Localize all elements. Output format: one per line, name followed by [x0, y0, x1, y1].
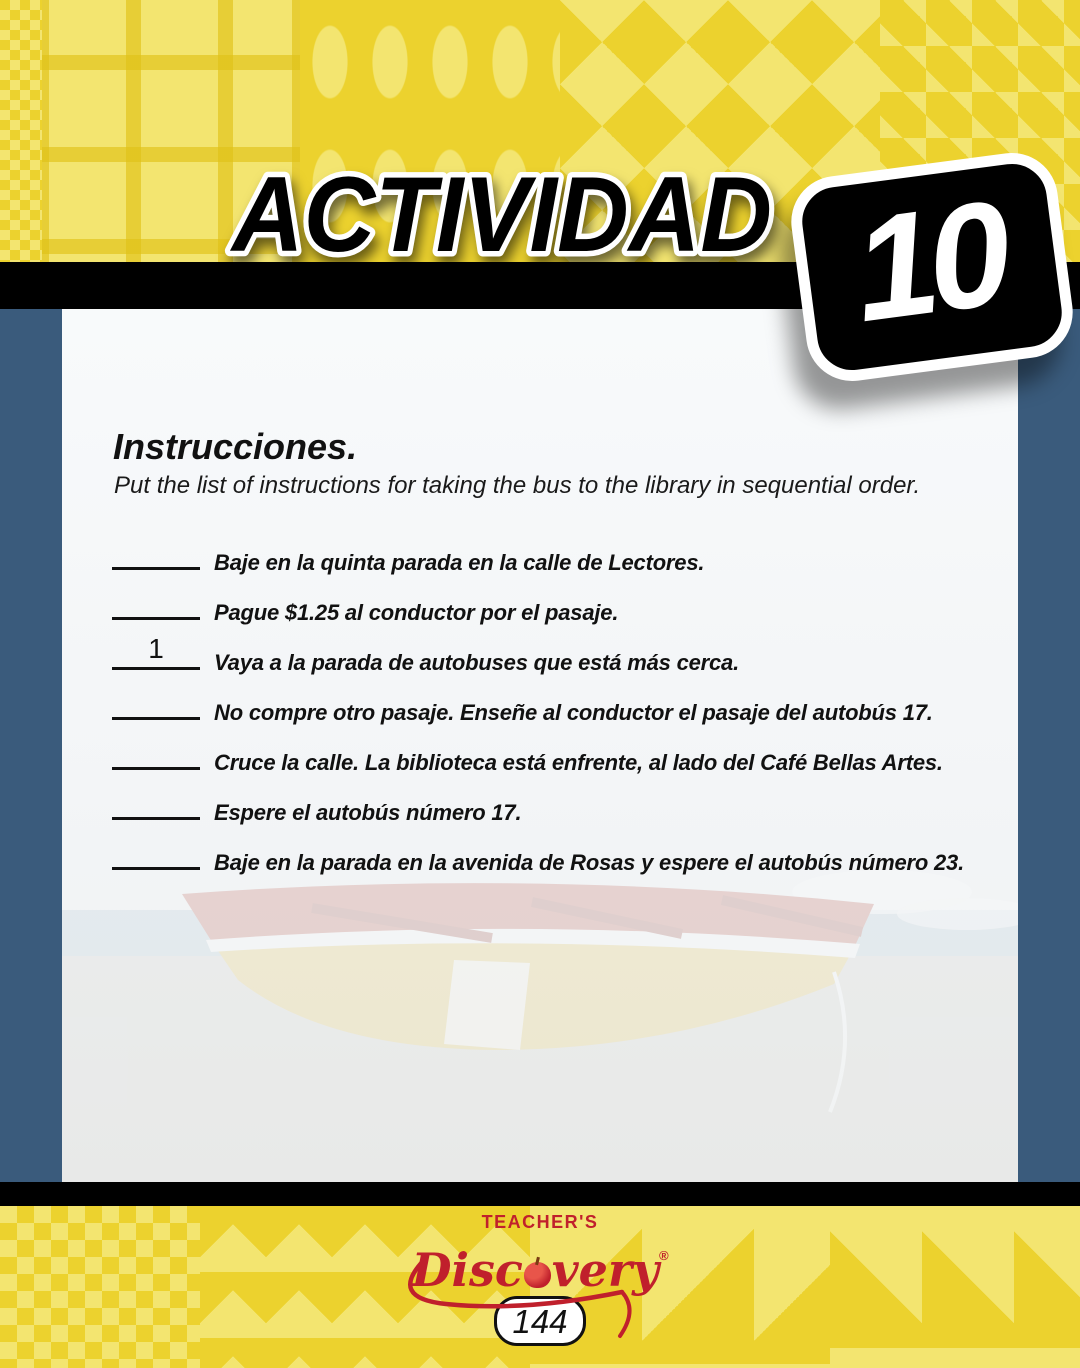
list-item [112, 533, 992, 583]
item-text: Espere el autobús número 17. [214, 800, 522, 825]
page-number: 144 [512, 1302, 568, 1340]
answer-blank [112, 683, 200, 720]
brand-script-prefix: Disc [411, 1243, 523, 1297]
list-item [112, 583, 992, 633]
list-item [112, 683, 992, 733]
answer-blank [112, 533, 200, 570]
registered-mark: ® [658, 1248, 669, 1263]
item-text: Cruce la calle. La biblioteca está enfrente, al lado del Café Bellas Artes. [214, 750, 943, 775]
list-item [112, 833, 992, 883]
brand-footer [0, 1212, 1080, 1346]
brand-script-suffix: very [551, 1243, 659, 1297]
answer-blank [112, 583, 200, 620]
item-text: Baje en la parada en la avenida de Rosas y espere el autobús número 23. [214, 850, 964, 875]
brand-name: TEACHER'S [481, 1212, 599, 1232]
activity-title-text: ACTIVIDAD [229, 154, 772, 274]
answer-blank [112, 633, 200, 670]
item-text: Baje en la quinta parada en la calle de Lectores. [214, 550, 705, 575]
brand-logo [411, 1232, 669, 1297]
activity-number-badge [786, 147, 1079, 386]
item-text: Pague $1.25 al conductor por el pasaje. [214, 600, 619, 625]
bottom-black-band [0, 1182, 1080, 1206]
answer-blank [112, 783, 200, 820]
list-item [112, 733, 992, 783]
answer-blank [112, 833, 200, 870]
item-text: Vaya a la parada de autobuses que está más cerca. [214, 650, 739, 675]
answer-value: 1 [148, 633, 164, 664]
worksheet-card [62, 309, 1018, 1182]
pattern-tile-checker [0, 0, 42, 262]
item-text: No compre otro pasaje. Enseñe al conductor el pasaje del autobús 17. [214, 700, 933, 725]
activity-number: 10 [844, 170, 1012, 354]
list-item [112, 783, 992, 833]
apple-icon [524, 1262, 551, 1288]
worksheet-title: Instrucciones. [113, 426, 358, 467]
boat-illustration [62, 870, 1018, 1182]
worksheet-instructions: Put the list of instructions for taking the bus to the library in sequential order. [114, 472, 921, 499]
answer-list [112, 533, 992, 883]
list-item [112, 633, 992, 683]
boat-photo [62, 852, 1018, 1182]
answer-blank [112, 733, 200, 770]
activity-title [222, 148, 807, 280]
